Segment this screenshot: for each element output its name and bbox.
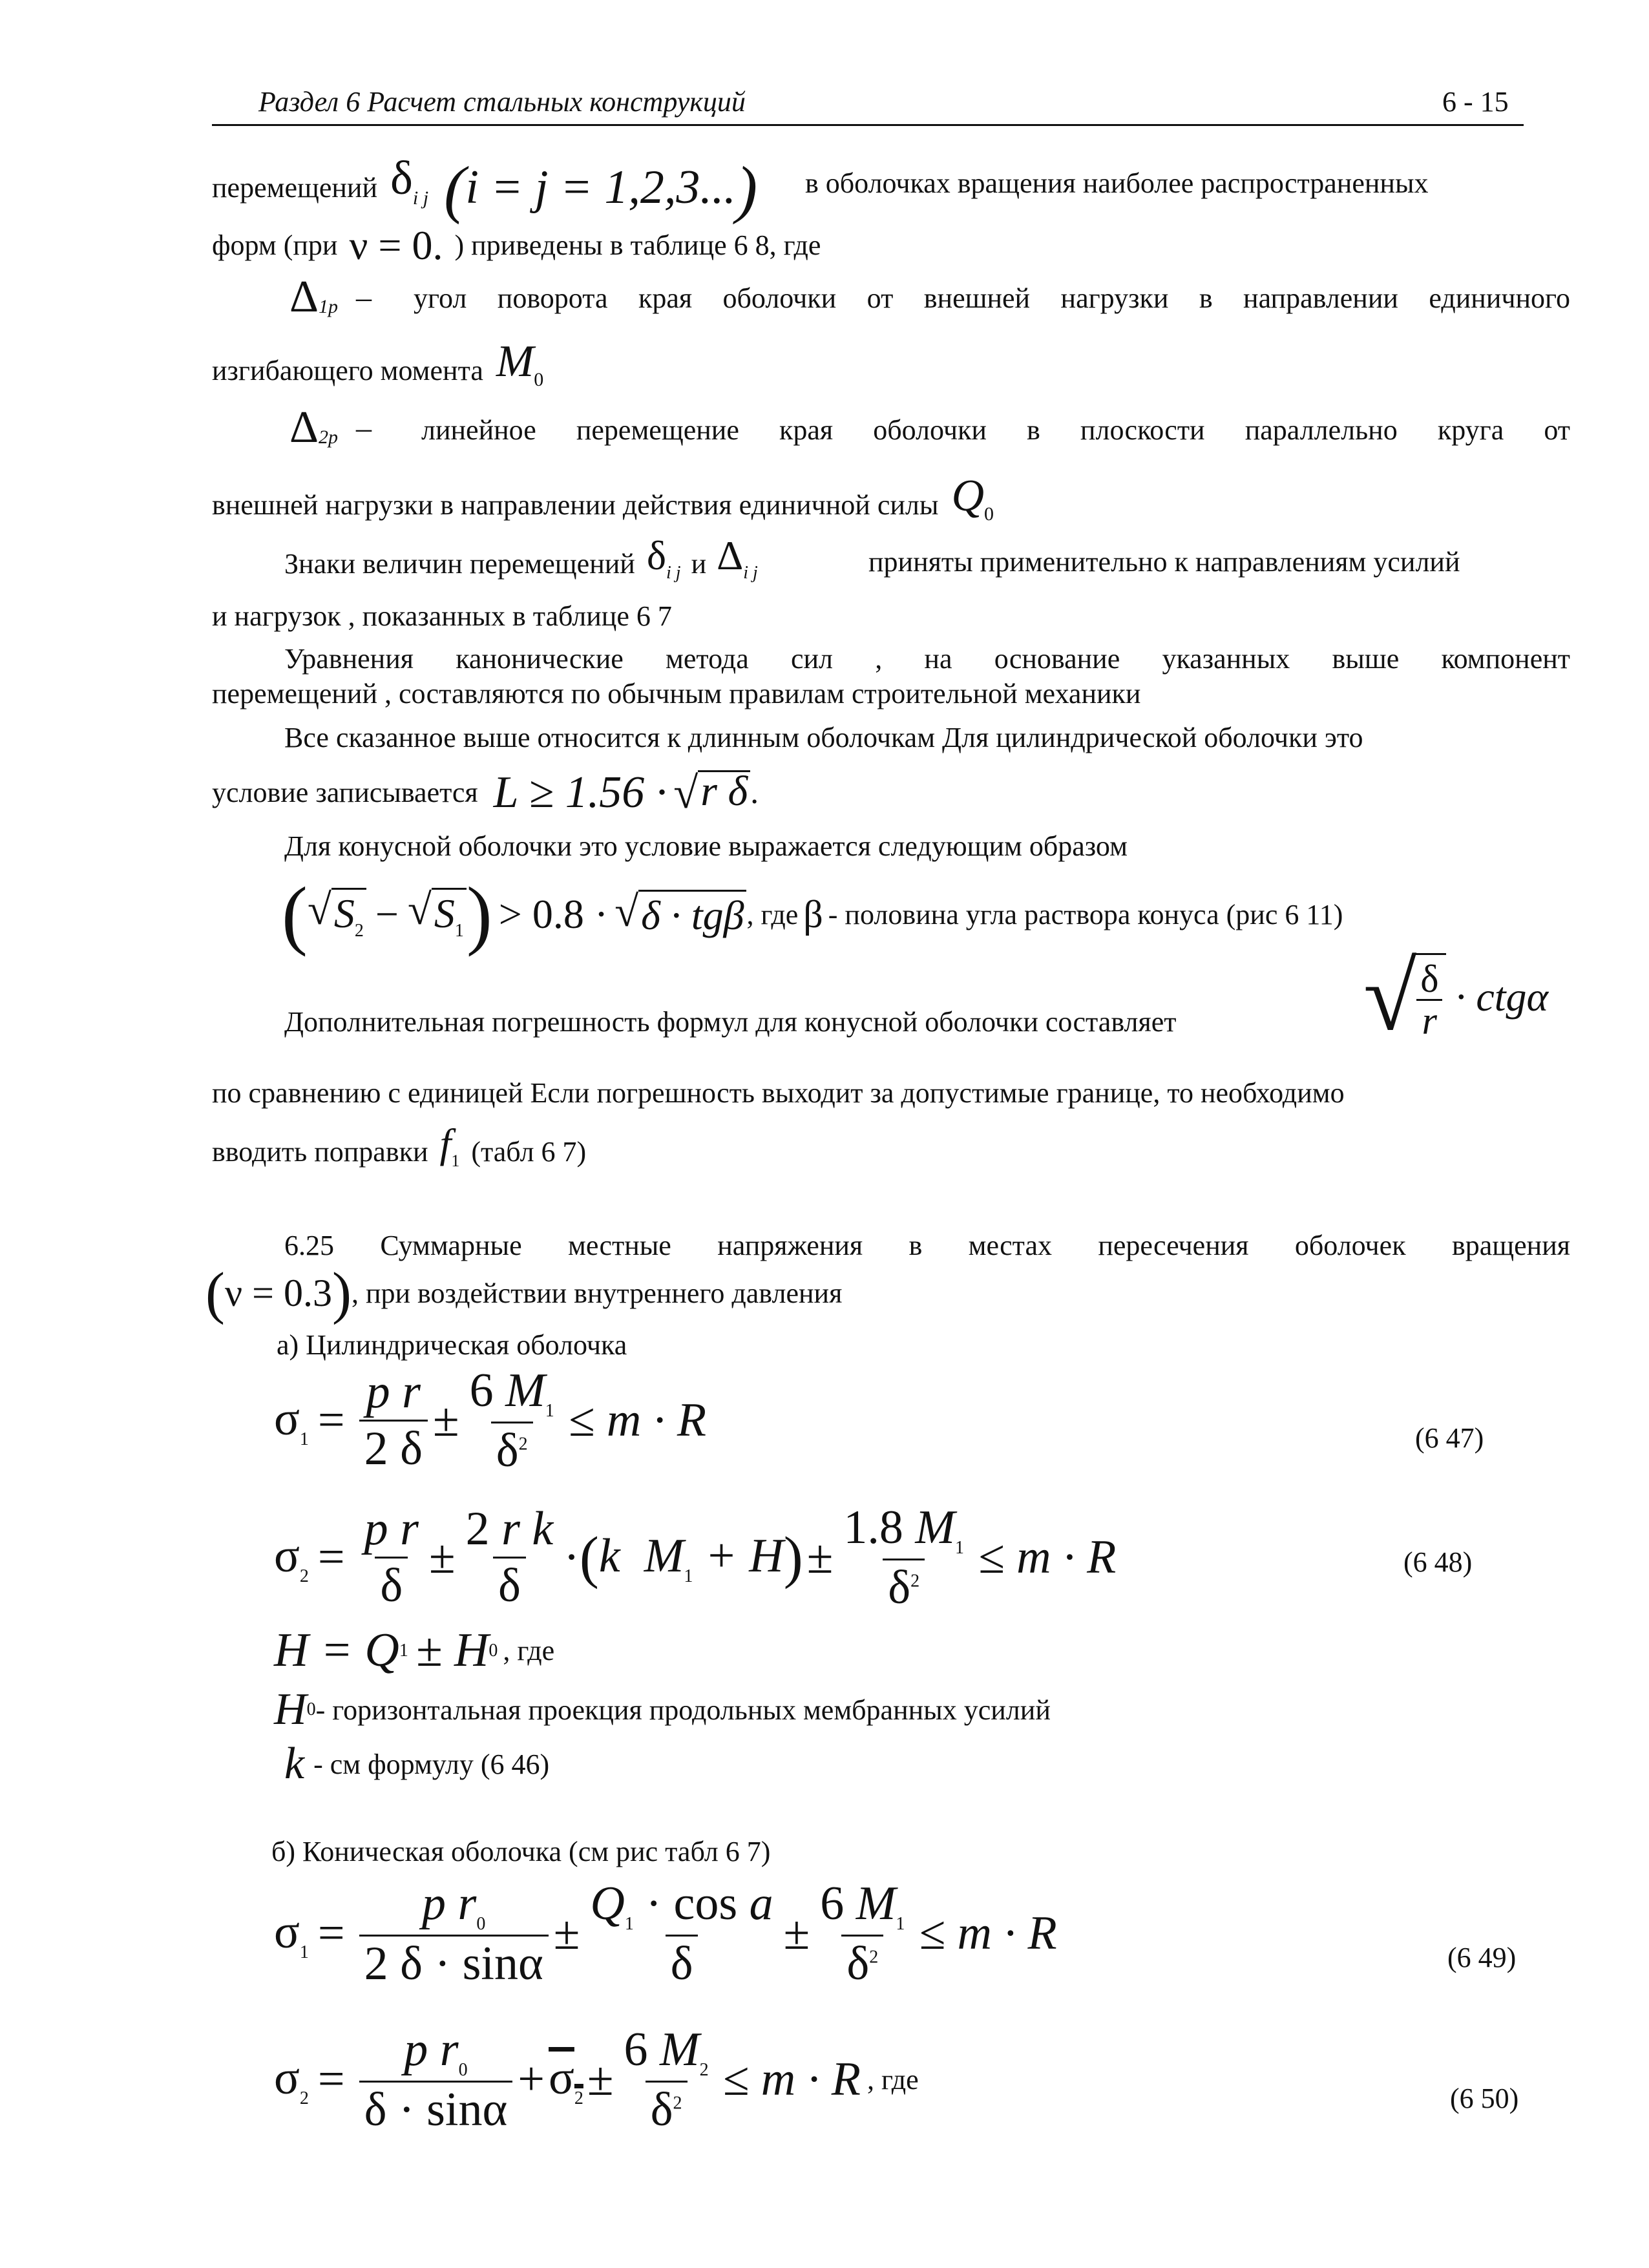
equation-6-49: $\sigma_1$ = $\frac{p r_0}{2 \delta \cdot \sin\alpha}$ ± $\frac{Q_1 \cdot \cos a}{\delta}$ ± $\frac{6 M_1}{\delta^2}$ ≤ m · R [274, 1877, 1057, 1990]
signs-line2: и нагрузок , показанных в таблице 6 7 [212, 600, 672, 632]
k-description: k - см формулу (6 46) [284, 1739, 550, 1789]
math-nu-zero: ν = 0. [349, 222, 443, 268]
math-delta-ij: $\delta_{i j}$ [390, 152, 429, 209]
p1-line1-left [212, 152, 758, 225]
H-definition: H = Q 1 ± H 0 , где [274, 1624, 555, 1677]
eq647-rhs: ≤ m · R [568, 1394, 707, 1447]
delta2p-symbol: Δ 2p – [289, 403, 372, 452]
math-f1: $f_1$ [439, 1120, 460, 1170]
math-sqrt-S2: √ $S_2$ [308, 888, 366, 941]
signs-and: и [691, 548, 707, 580]
delta1p-line1: угол поворота края оболочки от внешней нагрузки в направлении единичного [414, 282, 1570, 314]
canon-line1: Уравнения канонические метода сил , на основание указанных выше компонент [284, 643, 1570, 675]
math-sqrt-delta-tgbeta: √ δ · tgβ [614, 890, 746, 940]
header-rule [212, 124, 1524, 126]
long-text: условие записывается [212, 776, 478, 808]
long-line1: Все сказанное выше относится к длинным оболочкам Для цилиндрической оболочки это [284, 722, 1363, 753]
signs-line1-right: приняты применительно к направлениям усилий [868, 546, 1460, 578]
p1-line1-right: в оболочках вращения наиболее распространенных [805, 167, 1429, 199]
equation-6-47: $\sigma_1$ = $\frac{\text{p r}}{2 \delta}$ ± $\frac{6 M_1}{\delta^2}$ ≤ m · R [274, 1364, 707, 1477]
eq-number-6-48: (6 48) [1403, 1546, 1473, 1578]
cyl-label: а) Цилиндрическая оболочка [277, 1329, 627, 1361]
math-sqrt-delta-over-r: √ δ r · ctgα [1363, 943, 1549, 1051]
p1-line2-b: ) приведены в таблице 6 8, где [454, 229, 821, 261]
math-ctg-alpha: · ctgα [1455, 974, 1549, 1020]
eq-number-6-47: (6 47) [1415, 1422, 1484, 1454]
delta1p-line2 [212, 337, 544, 399]
H-where: , где [503, 1635, 555, 1666]
math-L-condition: L ≥ 1.56 · [493, 767, 667, 817]
delta1p-line2-text: изгибающего момента [212, 355, 483, 386]
page-number: 6 - 15 [1442, 86, 1509, 118]
cone-label: б) Коническая оболочка (см рис табл 6 7) [271, 1836, 771, 1867]
math-delta-ij-2: $\delta_{i j}$ [646, 532, 681, 583]
cone-where: , где [746, 898, 799, 930]
section-header: Раздел 6 Расчет стальных конструкций [258, 86, 746, 118]
eq-number-6-49: (6 49) [1447, 1942, 1517, 1973]
equation-6-48: $\sigma_2$ = $\frac{\text{p r}}{\delta}$ ± $\frac{\text{2 r k}}{\delta}$ · ( k $M_1 + H$ ) ± $\frac{1.8 M_1}{\delta^2}$ ≤ m · R [274, 1501, 1117, 1614]
error-line3-b: (табл 6 7) [471, 1136, 587, 1168]
math-gt-08: > 0.8 · [498, 891, 609, 937]
eq-number-6-50: (6 50) [1450, 2083, 1519, 2114]
p1-text: перемещений [212, 172, 378, 204]
H0-description: H 0 - горизонтальная проекция продольных мембранных усилий [274, 1685, 1051, 1734]
math-Q0: $Q_0$ [951, 471, 994, 525]
eq649-rhs: ≤ m · R [919, 1907, 1057, 1960]
error-line3-a: вводить поправки [212, 1136, 428, 1168]
k-text: - см формулу (6 46) [313, 1748, 550, 1780]
p1-line2 [212, 222, 821, 268]
error-line1: Дополнительная погрешность формул для конусной оболочки составляет [284, 1006, 1177, 1038]
canon-line2: перемещений , составляются по обычным правилам строительной механики [212, 678, 1141, 709]
math-nu-03: ν = 0.3 [224, 1272, 332, 1314]
math-sqrt-S1: √ $S_1$ [408, 888, 467, 941]
delta2p-line2-text: внешней нагрузки в направлении действия единичной силы [212, 489, 939, 521]
s625-line2-text: , при воздействии внутреннего давления [351, 1277, 843, 1309]
signs-line1-left [284, 532, 758, 593]
error-line2: по сравнению с единицей Если погрешность выходит за допустимые границе, то необходимо [212, 1077, 1345, 1109]
math-Delta-ij: $\Delta_{i j}$ [717, 532, 758, 583]
delta2p-line2 [212, 471, 994, 534]
math-M0: $M_0$ [496, 337, 544, 390]
s625-line1: 6.25 Суммарные местные напряжения в местах пересечения оболочек вращения [284, 1230, 1570, 1261]
p1-line2-a: форм (при [212, 229, 338, 261]
eq650-where: , где [867, 2064, 919, 2096]
cone-beta-desc: - половина угла раствора конуса (рис 6 11) [828, 898, 1343, 930]
delta1p-symbol: Δ 1p – [289, 272, 372, 322]
eq648-rhs: ≤ m · R [978, 1531, 1117, 1584]
math-H-eq-Q: H = Q [274, 1624, 399, 1677]
s625-line2: ( ν = 0.3 ) , при воздействии внутреннего давления [205, 1261, 843, 1325]
error-line3 [212, 1120, 587, 1181]
cone-line1: Для конусной оболочки это условие выражается следующим образом [284, 830, 1128, 862]
math-ij-range: (i = j = 1,2,3...) [444, 152, 758, 225]
equation-6-50: $\sigma_2$ = $\frac{p r_0}{\delta \cdot \sin\alpha}$ + $\sigma_2$ ± $\frac{6 M_2}{\delta^2}$ ≤ m · R , где [274, 2023, 919, 2136]
eq650-rhs: ≤ m · R [722, 2053, 861, 2106]
math-beta: β [803, 892, 823, 936]
long-line2: условие записывается L ≥ 1.56 · √ r δ . [212, 767, 759, 817]
cone-condition: ( √ $S_2$ − √ $S_1$ ) > 0.8 · √ δ · tgβ , где β - половина угла раствора конуса (рис 6 11) [282, 871, 1343, 957]
delta2p-line1: линейное перемещение края оболочки в плоскости параллельно круга от [421, 414, 1570, 446]
math-sqrt-r-delta: √ r δ [673, 770, 750, 815]
signs-text-a: Знаки величин перемещений [284, 548, 635, 580]
H0-text: - горизонтальная проекция продольных мембранных усилий [315, 1694, 1051, 1726]
